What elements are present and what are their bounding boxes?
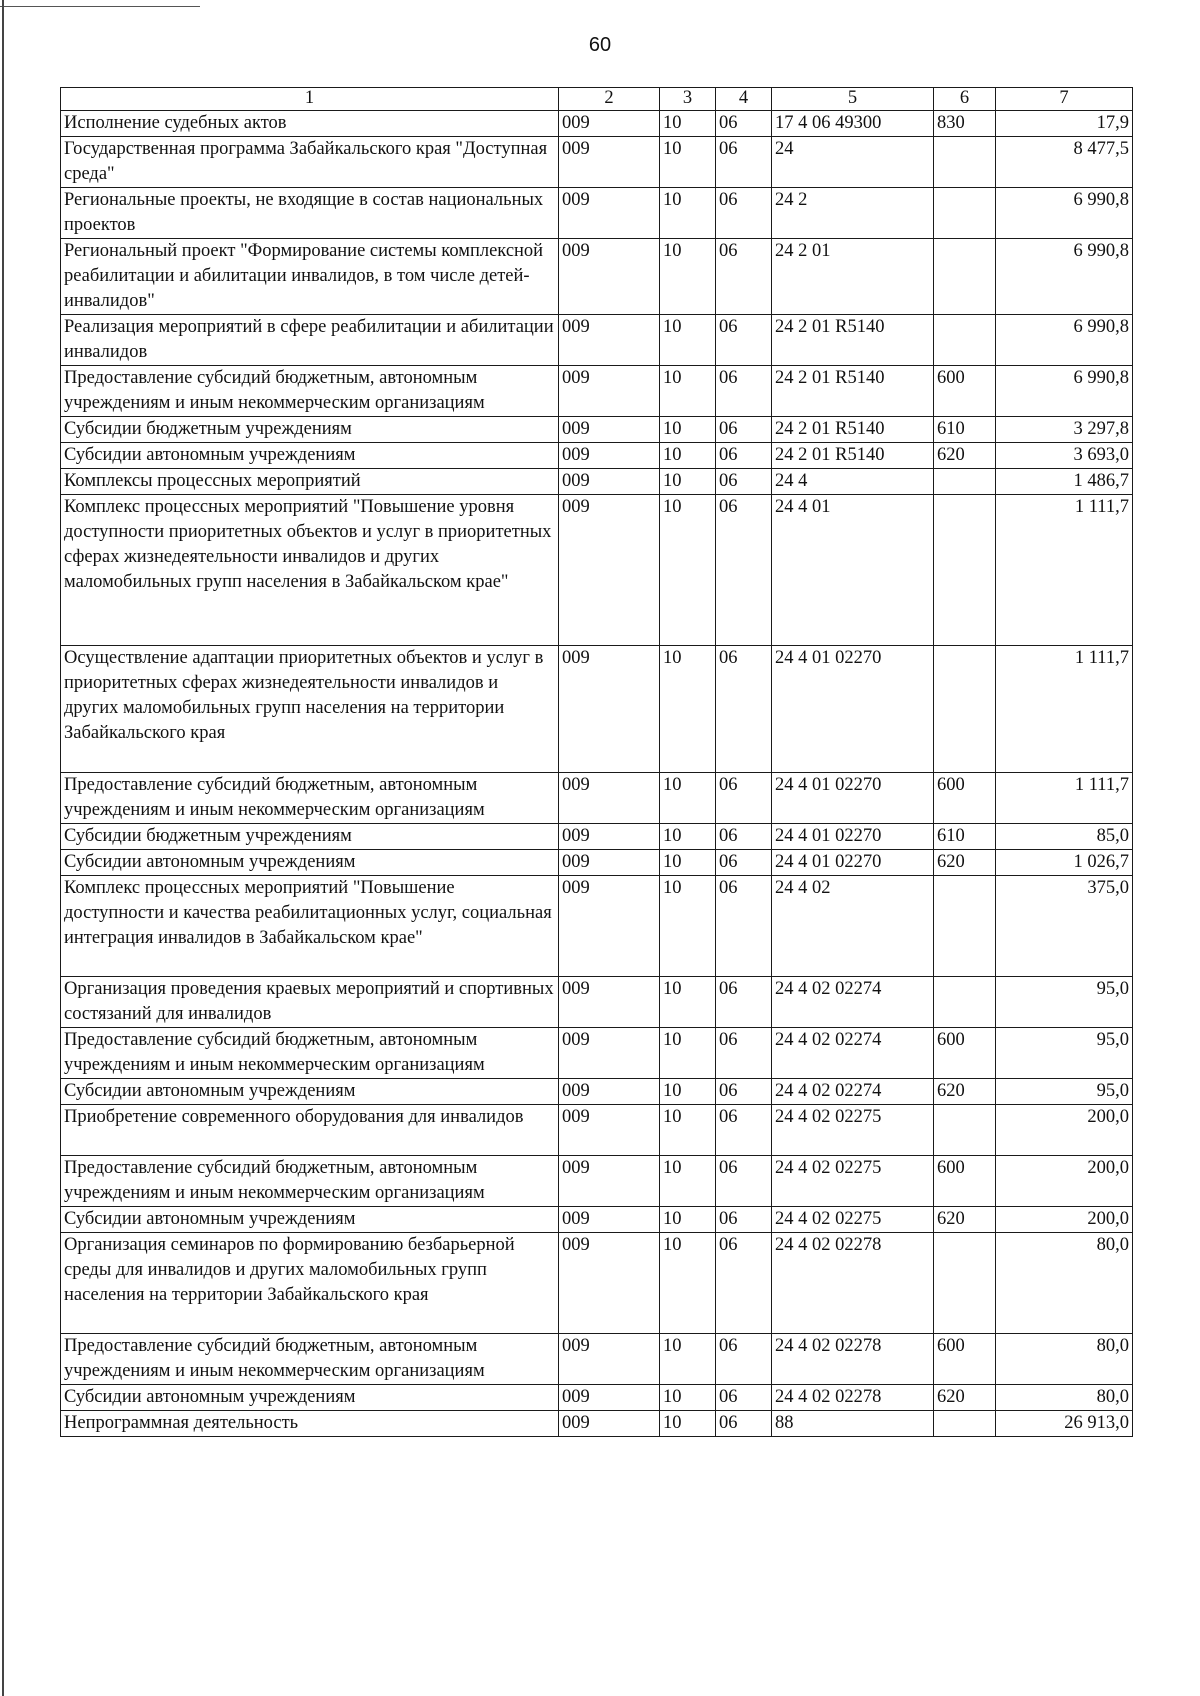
cell-c3: 10 bbox=[660, 1028, 716, 1079]
cell-c4: 06 bbox=[716, 1233, 772, 1334]
table-row bbox=[61, 188, 1133, 239]
cell-c3: 10 bbox=[660, 1079, 716, 1105]
cell-c7: 1 486,7 bbox=[996, 469, 1133, 495]
header-col-6: 6 bbox=[934, 88, 996, 111]
cell-c7: 375,0 bbox=[996, 876, 1133, 977]
cell-description: Предоставление субсидий бюджетным, автономным учреждениям и иным некоммерческим организациям bbox=[61, 1334, 559, 1385]
cell-c3: 10 bbox=[660, 111, 716, 137]
table-row bbox=[61, 1207, 1133, 1233]
cell-c5: 24 4 02 02275 bbox=[772, 1105, 934, 1156]
cell-c7: 26 913,0 bbox=[996, 1411, 1133, 1437]
table-row bbox=[61, 366, 1133, 417]
cell-c5: 24 2 bbox=[772, 188, 934, 239]
cell-c2: 009 bbox=[559, 1079, 660, 1105]
cell-c3: 10 bbox=[660, 1207, 716, 1233]
cell-c5: 24 4 02 bbox=[772, 876, 934, 977]
header-col-4: 4 bbox=[716, 88, 772, 111]
cell-c6: 620 bbox=[934, 443, 996, 469]
page-number: 60 bbox=[588, 34, 612, 56]
cell-c5: 24 4 02 02275 bbox=[772, 1156, 934, 1207]
cell-c5: 24 4 02 02278 bbox=[772, 1233, 934, 1334]
cell-c5: 24 2 01 R5140 bbox=[772, 366, 934, 417]
cell-c4: 06 bbox=[716, 1105, 772, 1156]
cell-c7: 95,0 bbox=[996, 977, 1133, 1028]
cell-c5: 24 4 02 02278 bbox=[772, 1334, 934, 1385]
cell-c7: 200,0 bbox=[996, 1156, 1133, 1207]
cell-description: Государственная программа Забайкальского края "Доступная среда" bbox=[61, 137, 559, 188]
cell-c7: 200,0 bbox=[996, 1105, 1133, 1156]
cell-c2: 009 bbox=[559, 1105, 660, 1156]
cell-c2: 009 bbox=[559, 1028, 660, 1079]
cell-c4: 06 bbox=[716, 1385, 772, 1411]
cell-c2: 009 bbox=[559, 850, 660, 876]
cell-c5: 24 2 01 R5140 bbox=[772, 315, 934, 366]
cell-c7: 3 693,0 bbox=[996, 443, 1133, 469]
cell-c2: 009 bbox=[559, 1411, 660, 1437]
cell-c7: 8 477,5 bbox=[996, 137, 1133, 188]
cell-description: Осуществление адаптации приоритетных объектов и услуг в приоритетных сферах жизнедеятельности инвалидов и других маломобильных групп населения на территории Забайкальского края bbox=[61, 646, 559, 773]
cell-c2: 009 bbox=[559, 1334, 660, 1385]
cell-c4: 06 bbox=[716, 977, 772, 1028]
cell-c6: 600 bbox=[934, 1028, 996, 1079]
cell-description: Предоставление субсидий бюджетным, автономным учреждениям и иным некоммерческим организациям bbox=[61, 1028, 559, 1079]
cell-c7: 80,0 bbox=[996, 1233, 1133, 1334]
cell-c2: 009 bbox=[559, 469, 660, 495]
cell-c2: 009 bbox=[559, 646, 660, 773]
table-row bbox=[61, 137, 1133, 188]
cell-c5: 24 4 01 02270 bbox=[772, 824, 934, 850]
cell-c7: 80,0 bbox=[996, 1334, 1133, 1385]
table-row bbox=[61, 1105, 1133, 1156]
cell-c6 bbox=[934, 469, 996, 495]
cell-c3: 10 bbox=[660, 1105, 716, 1156]
table-row bbox=[61, 1334, 1133, 1385]
table-row bbox=[61, 876, 1133, 977]
cell-description: Субсидии бюджетным учреждениям bbox=[61, 417, 559, 443]
cell-c7: 6 990,8 bbox=[996, 239, 1133, 315]
cell-description: Региональные проекты, не входящие в состав национальных проектов bbox=[61, 188, 559, 239]
table-row bbox=[61, 469, 1133, 495]
cell-c3: 10 bbox=[660, 469, 716, 495]
cell-c2: 009 bbox=[559, 977, 660, 1028]
cell-c7: 200,0 bbox=[996, 1207, 1133, 1233]
cell-c6: 610 bbox=[934, 417, 996, 443]
cell-c4: 06 bbox=[716, 1156, 772, 1207]
table-row bbox=[61, 239, 1133, 315]
cell-c3: 10 bbox=[660, 646, 716, 773]
scan-edge-top bbox=[0, 6, 200, 7]
cell-description: Организация семинаров по формированию безбарьерной среды для инвалидов и других маломобильных групп населения на территории Забайкальского края bbox=[61, 1233, 559, 1334]
cell-c3: 10 bbox=[660, 315, 716, 366]
cell-c6 bbox=[934, 977, 996, 1028]
cell-description: Комплекс процессных мероприятий "Повышение доступности и качества реабилитационных услуг, социальная интеграция инвалидов в Забайкальском крае" bbox=[61, 876, 559, 977]
cell-c7: 1 111,7 bbox=[996, 773, 1133, 824]
cell-c5: 24 2 01 bbox=[772, 239, 934, 315]
cell-c5: 24 2 01 R5140 bbox=[772, 417, 934, 443]
cell-c7: 6 990,8 bbox=[996, 315, 1133, 366]
cell-c4: 06 bbox=[716, 137, 772, 188]
table-row bbox=[61, 495, 1133, 646]
cell-c3: 10 bbox=[660, 1156, 716, 1207]
table-row bbox=[61, 977, 1133, 1028]
cell-c2: 009 bbox=[559, 824, 660, 850]
table-row bbox=[61, 1233, 1133, 1334]
cell-c6 bbox=[934, 315, 996, 366]
cell-c2: 009 bbox=[559, 1385, 660, 1411]
cell-c3: 10 bbox=[660, 1411, 716, 1437]
table-row bbox=[61, 1028, 1133, 1079]
cell-c6: 620 bbox=[934, 1079, 996, 1105]
cell-c4: 06 bbox=[716, 876, 772, 977]
cell-c4: 06 bbox=[716, 1028, 772, 1079]
cell-c6 bbox=[934, 495, 996, 646]
cell-description: Исполнение судебных актов bbox=[61, 111, 559, 137]
cell-c6: 830 bbox=[934, 111, 996, 137]
cell-c3: 10 bbox=[660, 876, 716, 977]
header-col-1: 1 bbox=[61, 88, 559, 111]
cell-c3: 10 bbox=[660, 824, 716, 850]
table-header bbox=[61, 88, 1133, 111]
cell-c4: 06 bbox=[716, 1079, 772, 1105]
cell-c3: 10 bbox=[660, 1385, 716, 1411]
cell-c5: 24 4 01 02270 bbox=[772, 646, 934, 773]
cell-c4: 06 bbox=[716, 495, 772, 646]
cell-c2: 009 bbox=[559, 495, 660, 646]
cell-c3: 10 bbox=[660, 495, 716, 646]
header-col-5: 5 bbox=[772, 88, 934, 111]
cell-c2: 009 bbox=[559, 188, 660, 239]
cell-c5: 24 4 02 02274 bbox=[772, 977, 934, 1028]
cell-c3: 10 bbox=[660, 443, 716, 469]
cell-c6: 600 bbox=[934, 366, 996, 417]
cell-description: Региональный проект "Формирование системы комплексной реабилитации и абилитации инвалидов, в том числе детей-инвалидов" bbox=[61, 239, 559, 315]
cell-description: Комплекс процессных мероприятий "Повышение уровня доступности приоритетных объектов и услуг в приоритетных сферах жизнедеятельности инвалидов и других маломобильных групп населения в Забайкальском крае" bbox=[61, 495, 559, 646]
cell-c6 bbox=[934, 1105, 996, 1156]
header-row bbox=[61, 88, 1133, 111]
table-row bbox=[61, 773, 1133, 824]
cell-c5: 24 2 01 R5140 bbox=[772, 443, 934, 469]
table-body bbox=[61, 111, 1133, 1437]
cell-c7: 17,9 bbox=[996, 111, 1133, 137]
cell-c5: 24 4 bbox=[772, 469, 934, 495]
cell-c7: 95,0 bbox=[996, 1079, 1133, 1105]
cell-c4: 06 bbox=[716, 824, 772, 850]
header-col-7: 7 bbox=[996, 88, 1133, 111]
cell-c7: 3 297,8 bbox=[996, 417, 1133, 443]
cell-c2: 009 bbox=[559, 417, 660, 443]
cell-c3: 10 bbox=[660, 1334, 716, 1385]
cell-c2: 009 bbox=[559, 239, 660, 315]
cell-c2: 009 bbox=[559, 1156, 660, 1207]
cell-c7: 1 111,7 bbox=[996, 646, 1133, 773]
cell-description: Субсидии бюджетным учреждениям bbox=[61, 824, 559, 850]
cell-description: Субсидии автономным учреждениям bbox=[61, 443, 559, 469]
cell-description: Субсидии автономным учреждениям bbox=[61, 1207, 559, 1233]
cell-c4: 06 bbox=[716, 188, 772, 239]
cell-c4: 06 bbox=[716, 111, 772, 137]
header-col-2: 2 bbox=[559, 88, 660, 111]
cell-c2: 009 bbox=[559, 876, 660, 977]
cell-c5: 24 4 01 02270 bbox=[772, 773, 934, 824]
scan-edge-left bbox=[2, 0, 4, 1696]
cell-description: Субсидии автономным учреждениям bbox=[61, 1385, 559, 1411]
table-row bbox=[61, 315, 1133, 366]
cell-c6 bbox=[934, 876, 996, 977]
table-row bbox=[61, 443, 1133, 469]
cell-c6: 620 bbox=[934, 1385, 996, 1411]
cell-description: Субсидии автономным учреждениям bbox=[61, 850, 559, 876]
header-col-3: 3 bbox=[660, 88, 716, 111]
table-row bbox=[61, 417, 1133, 443]
cell-description: Комплексы процессных мероприятий bbox=[61, 469, 559, 495]
cell-description: Предоставление субсидий бюджетным, автономным учреждениям и иным некоммерческим организациям bbox=[61, 366, 559, 417]
table-row bbox=[61, 111, 1133, 137]
cell-c4: 06 bbox=[716, 646, 772, 773]
cell-description: Организация проведения краевых мероприятий и спортивных состязаний для инвалидов bbox=[61, 977, 559, 1028]
cell-c2: 009 bbox=[559, 1207, 660, 1233]
cell-c3: 10 bbox=[660, 773, 716, 824]
cell-c7: 6 990,8 bbox=[996, 188, 1133, 239]
cell-c5: 24 4 02 02275 bbox=[772, 1207, 934, 1233]
cell-c2: 009 bbox=[559, 443, 660, 469]
cell-c5: 88 bbox=[772, 1411, 934, 1437]
cell-c6: 620 bbox=[934, 850, 996, 876]
cell-c7: 85,0 bbox=[996, 824, 1133, 850]
cell-c4: 06 bbox=[716, 469, 772, 495]
cell-c3: 10 bbox=[660, 366, 716, 417]
table-row bbox=[61, 1156, 1133, 1207]
cell-c2: 009 bbox=[559, 111, 660, 137]
cell-c7: 95,0 bbox=[996, 1028, 1133, 1079]
cell-c4: 06 bbox=[716, 1207, 772, 1233]
cell-c6: 600 bbox=[934, 1334, 996, 1385]
cell-c5: 17 4 06 49300 bbox=[772, 111, 934, 137]
cell-c6 bbox=[934, 188, 996, 239]
cell-description: Приобретение современного оборудования для инвалидов bbox=[61, 1105, 559, 1156]
cell-c2: 009 bbox=[559, 315, 660, 366]
cell-c6: 610 bbox=[934, 824, 996, 850]
cell-c3: 10 bbox=[660, 188, 716, 239]
cell-c7: 1 111,7 bbox=[996, 495, 1133, 646]
cell-c3: 10 bbox=[660, 417, 716, 443]
table-row bbox=[61, 1079, 1133, 1105]
cell-c6: 620 bbox=[934, 1207, 996, 1233]
cell-c4: 06 bbox=[716, 773, 772, 824]
cell-c4: 06 bbox=[716, 315, 772, 366]
cell-c4: 06 bbox=[716, 1334, 772, 1385]
cell-c4: 06 bbox=[716, 366, 772, 417]
cell-c2: 009 bbox=[559, 773, 660, 824]
table-row bbox=[61, 850, 1133, 876]
cell-c6: 600 bbox=[934, 1156, 996, 1207]
cell-c7: 6 990,8 bbox=[996, 366, 1133, 417]
cell-c5: 24 4 02 02274 bbox=[772, 1028, 934, 1079]
cell-c6 bbox=[934, 137, 996, 188]
cell-c7: 80,0 bbox=[996, 1385, 1133, 1411]
cell-c4: 06 bbox=[716, 850, 772, 876]
cell-c5: 24 4 01 bbox=[772, 495, 934, 646]
cell-description: Предоставление субсидий бюджетным, автономным учреждениям и иным некоммерческим организациям bbox=[61, 773, 559, 824]
cell-c5: 24 bbox=[772, 137, 934, 188]
budget-table bbox=[60, 87, 1133, 1437]
cell-c4: 06 bbox=[716, 417, 772, 443]
cell-c5: 24 4 02 02274 bbox=[772, 1079, 934, 1105]
cell-c2: 009 bbox=[559, 366, 660, 417]
cell-description: Непрограммная деятельность bbox=[61, 1411, 559, 1437]
cell-c5: 24 4 01 02270 bbox=[772, 850, 934, 876]
table-row bbox=[61, 1411, 1133, 1437]
cell-description: Предоставление субсидий бюджетным, автономным учреждениям и иным некоммерческим организациям bbox=[61, 1156, 559, 1207]
cell-c6 bbox=[934, 1233, 996, 1334]
cell-c3: 10 bbox=[660, 977, 716, 1028]
cell-c6 bbox=[934, 1411, 996, 1437]
cell-c4: 06 bbox=[716, 239, 772, 315]
cell-description: Реализация мероприятий в сфере реабилитации и абилитации инвалидов bbox=[61, 315, 559, 366]
cell-c5: 24 4 02 02278 bbox=[772, 1385, 934, 1411]
cell-c3: 10 bbox=[660, 850, 716, 876]
cell-c3: 10 bbox=[660, 1233, 716, 1334]
table-row bbox=[61, 646, 1133, 773]
cell-c4: 06 bbox=[716, 443, 772, 469]
cell-c3: 10 bbox=[660, 239, 716, 315]
cell-c3: 10 bbox=[660, 137, 716, 188]
table-row bbox=[61, 824, 1133, 850]
cell-description: Субсидии автономным учреждениям bbox=[61, 1079, 559, 1105]
cell-c6 bbox=[934, 239, 996, 315]
cell-c2: 009 bbox=[559, 1233, 660, 1334]
cell-c7: 1 026,7 bbox=[996, 850, 1133, 876]
table-row bbox=[61, 1385, 1133, 1411]
cell-c2: 009 bbox=[559, 137, 660, 188]
cell-c6 bbox=[934, 646, 996, 773]
cell-c6: 600 bbox=[934, 773, 996, 824]
cell-c4: 06 bbox=[716, 1411, 772, 1437]
